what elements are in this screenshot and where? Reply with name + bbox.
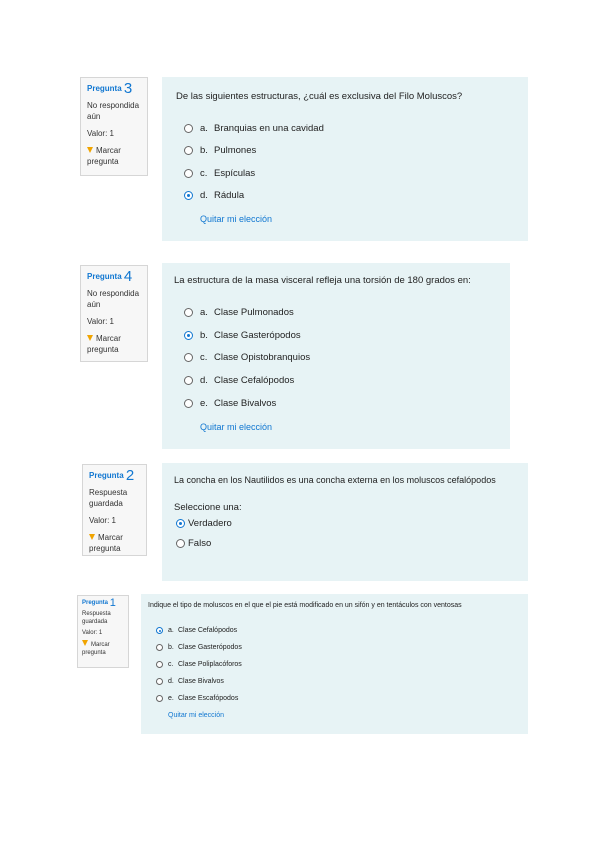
question-content — [162, 263, 510, 449]
answer-option[interactable] — [176, 518, 232, 529]
option-letter: e. — [168, 695, 174, 702]
answer-option[interactable] — [156, 695, 238, 702]
radio-button-selected[interactable] — [184, 191, 193, 200]
option-text: Clase Cefalópodos — [178, 627, 238, 634]
radio-button[interactable] — [156, 678, 163, 685]
flag-icon — [89, 534, 95, 540]
option-letter: b. — [168, 644, 174, 651]
question-label: Pregunta — [87, 272, 122, 281]
question-title — [89, 467, 140, 484]
question-status: Respuesta guardada — [89, 488, 128, 508]
question-title — [87, 80, 141, 97]
question-number: 3 — [123, 80, 133, 97]
radio-button[interactable] — [184, 124, 193, 133]
question-title — [87, 268, 141, 285]
question-text: La estructura de la masa visceral refleja una torsión de 180 grados en: — [174, 275, 471, 286]
question-title — [82, 599, 124, 607]
answer-option[interactable] — [156, 678, 224, 685]
option-text: Clase Pulmonados — [214, 307, 294, 318]
option-letter: c. — [200, 352, 208, 363]
option-text: Clase Bivalvos — [214, 398, 277, 409]
option-letter: a. — [200, 307, 208, 318]
answer-option[interactable] — [184, 398, 276, 409]
answer-option[interactable] — [184, 190, 244, 201]
answer-option[interactable] — [184, 123, 324, 134]
question-info-box — [77, 595, 129, 668]
option-letter: c. — [200, 168, 208, 179]
option-text: Clase Cefalópodos — [214, 375, 295, 386]
option-letter: d. — [200, 190, 208, 201]
flag-question-link[interactable] — [87, 145, 141, 167]
select-one-label: Seleccione una: — [174, 502, 242, 513]
option-text: Clase Poliplacóforos — [178, 661, 242, 668]
option-text: Clase Escafópodos — [178, 695, 239, 702]
question-value: Valor: 1 — [82, 630, 103, 636]
flag-question-label: Marcar pregunta — [87, 146, 121, 166]
answer-option[interactable] — [184, 145, 256, 156]
radio-button[interactable] — [156, 695, 163, 702]
question-status: Respuesta guardada — [82, 611, 111, 625]
flag-question-label: Marcar pregunta — [87, 334, 121, 354]
question-label: Pregunta — [82, 600, 109, 606]
option-letter: d. — [168, 678, 174, 685]
question-label: Pregunta — [87, 84, 122, 93]
question-content — [162, 77, 528, 241]
question-number: 2 — [125, 467, 135, 484]
question-value: Valor: 1 — [87, 317, 114, 326]
answer-option[interactable] — [184, 375, 294, 386]
radio-button[interactable] — [176, 539, 185, 548]
option-text: Verdadero — [188, 518, 232, 529]
radio-button[interactable] — [156, 661, 163, 668]
option-text: Clase Bivalvos — [178, 678, 224, 685]
answer-option[interactable] — [184, 307, 294, 318]
option-text: Clase Gasterópodos — [214, 330, 301, 341]
flag-question-label: Marcar pregunta — [89, 533, 123, 553]
answer-option[interactable] — [156, 661, 242, 668]
question-status: No respondida aún — [87, 289, 140, 309]
flag-icon — [87, 147, 93, 153]
clear-choice-link[interactable]: Quitar mi elección — [200, 422, 273, 432]
option-letter: b. — [200, 145, 208, 156]
clear-choice-link[interactable]: Quitar mi elección — [168, 712, 225, 719]
question-text: La concha en los Nautilidos es una concha externa en los moluscos cefalópodos — [174, 475, 496, 485]
radio-button-selected[interactable] — [184, 331, 193, 340]
question-content — [162, 463, 528, 581]
question-info-box — [80, 77, 148, 176]
question-number: 1 — [109, 597, 116, 609]
radio-button[interactable] — [184, 169, 193, 178]
answer-option[interactable] — [184, 352, 310, 363]
answer-option[interactable] — [156, 627, 237, 634]
option-letter: a. — [200, 123, 208, 134]
radio-button-selected[interactable] — [176, 519, 185, 528]
option-text: Clase Gasterópodos — [178, 644, 242, 651]
answer-option[interactable] — [184, 168, 255, 179]
option-text: Espículas — [214, 168, 256, 179]
flag-question-link[interactable] — [82, 640, 124, 657]
answer-option[interactable] — [156, 644, 242, 651]
question-info-box — [80, 265, 148, 362]
question-number: 4 — [123, 268, 133, 285]
question-value: Valor: 1 — [89, 516, 116, 525]
option-text: Pulmones — [214, 145, 257, 156]
flag-icon — [82, 640, 88, 646]
question-status: No respondida aún — [87, 101, 140, 121]
option-letter: a. — [168, 627, 174, 634]
flag-question-label: Marcar pregunta — [82, 642, 110, 656]
radio-button[interactable] — [184, 353, 193, 362]
question-label: Pregunta — [89, 471, 124, 480]
option-text: Branquias en una cavidad — [214, 123, 324, 134]
radio-button[interactable] — [184, 399, 193, 408]
flag-icon — [87, 335, 93, 341]
radio-button[interactable] — [184, 308, 193, 317]
radio-button[interactable] — [184, 376, 193, 385]
flag-question-link[interactable] — [87, 333, 141, 355]
question-info-box — [82, 464, 147, 556]
option-text: Falso — [188, 538, 212, 549]
question-text: Indique el tipo de moluscos en el que el pie está modificado en un sifón y en tentáculos con ventosas — [148, 602, 462, 609]
clear-choice-link[interactable]: Quitar mi elección — [200, 214, 273, 224]
radio-button-selected[interactable] — [156, 627, 163, 634]
flag-question-link[interactable] — [89, 532, 140, 554]
question-content — [141, 594, 528, 734]
answer-option[interactable] — [184, 330, 301, 341]
option-letter: c. — [168, 661, 174, 668]
question-text: De las siguientes estructuras, ¿cuál es exclusiva del Filo Moluscos? — [176, 91, 463, 102]
option-letter: e. — [200, 398, 208, 409]
option-letter: d. — [200, 375, 208, 386]
answer-option[interactable] — [176, 538, 211, 549]
option-letter: b. — [200, 330, 208, 341]
radio-button[interactable] — [156, 644, 163, 651]
option-text: Clase Opistobranquios — [214, 352, 311, 363]
radio-button[interactable] — [184, 146, 193, 155]
option-text: Rádula — [214, 190, 245, 201]
question-value: Valor: 1 — [87, 129, 114, 138]
